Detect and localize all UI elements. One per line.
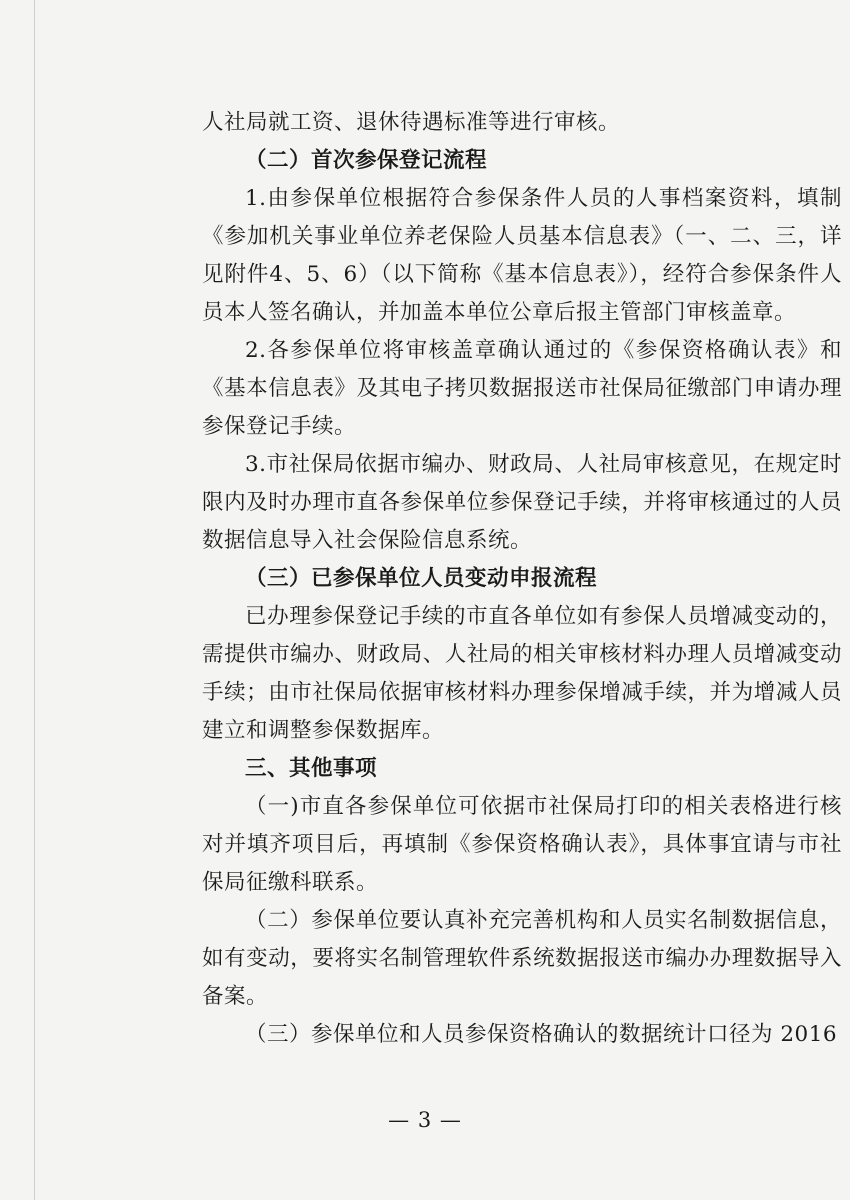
section-heading-personnel-change: （三）已参保单位人员变动申报流程 bbox=[245, 566, 598, 591]
binding-edge-line bbox=[34, 0, 35, 1200]
section-heading-other-matters: 三、其他事项 bbox=[245, 756, 378, 781]
paragraph-other-1: （一)市直各参保单位可依据市社保局打印的相关表格进行核对并填齐项目后，再填制《参保资格确认表》，具体事宜请与市社保局征缴科联系。 bbox=[202, 794, 842, 895]
paragraph-other-2: （二）参保单位要认真补充完善机构和人员实名制数据信息，如有变动，要将实名制管理软件系统数据报送市编办办理数据导入备案。 bbox=[202, 908, 842, 1009]
paragraph-other-3: （三）参保单位和人员参保资格确认的数据统计口径为 2016 bbox=[245, 1022, 838, 1047]
page-number: — 3 — bbox=[388, 1108, 462, 1132]
paragraph-step-3: 3.市社保局依据市编办、财政局、人社局审核意见，在规定时限内及时办理市直各参保单位参保登记手续，并将审核通过的人员数据信息导入社会保险信息系统。 bbox=[202, 452, 842, 553]
paragraph-personnel-change: 已办理参保登记手续的市直各单位如有参保人员增减变动的，需提供市编办、财政局、人社局的相关审核材料办理人员增减变动手续；由市社保局依据审核材料办理参保增减手续，并为增减人员建立和调整参保数据库。 bbox=[202, 604, 842, 743]
paragraph-continuation: 人社局就工资、退休待遇标准等进行审核。 bbox=[202, 110, 621, 135]
paragraph-step-1: 1.由参保单位根据符合参保条件人员的人事档案资料，填制《参加机关事业单位养老保险人员基本信息表》（一、二、三，详见附件4、5、6）（以下简称《基本信息表》），经符合参保条件人员本人签名确认，并加盖本单位公章后报主管部门审核盖章。 bbox=[202, 186, 842, 325]
document-body bbox=[202, 104, 842, 1054]
paragraph-step-2: 2.各参保单位将审核盖章确认通过的《参保资格确认表》和《基本信息表》及其电子拷贝数据报送市社保局征缴部门申请办理参保登记手续。 bbox=[202, 338, 842, 439]
section-heading-first-registration: （二）首次参保登记流程 bbox=[245, 148, 488, 173]
